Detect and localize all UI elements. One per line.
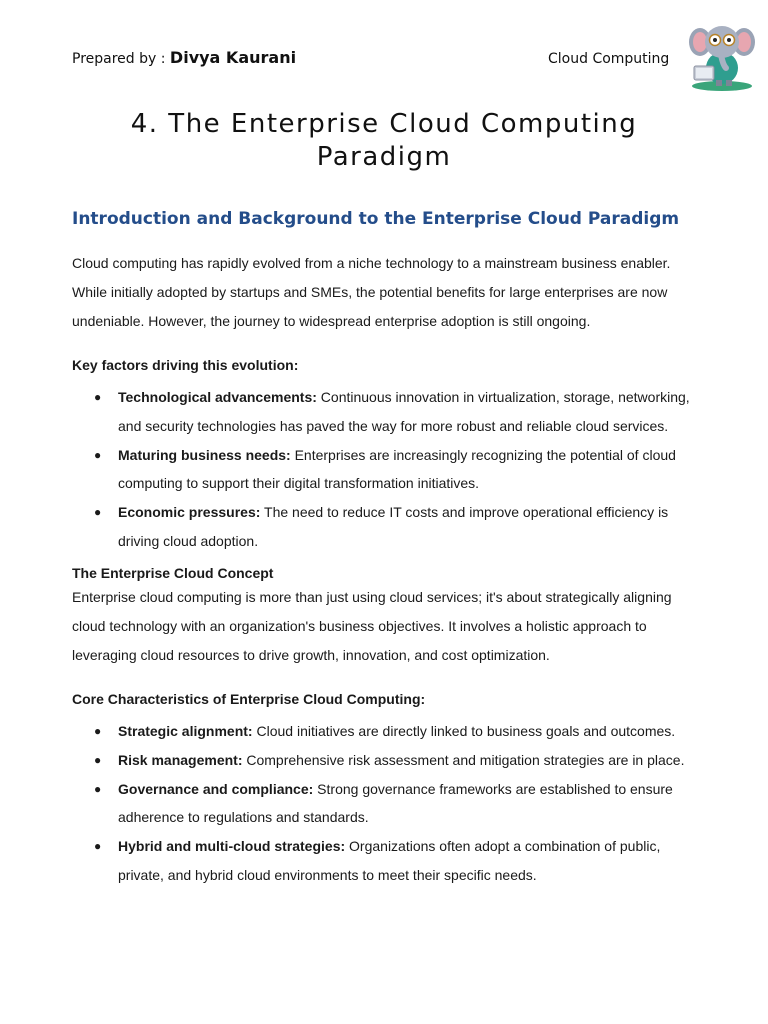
bullet-icon: ●	[94, 839, 102, 854]
list-item	[72, 498, 692, 556]
item-text: Cloud initiatives are directly linked to business goals and outcomes.	[252, 723, 676, 739]
item-label: Hybrid and multi-cloud strategies:	[118, 838, 346, 855]
bullet-icon: ●	[94, 724, 102, 738]
concept-heading: The Enterprise Cloud Concept	[72, 565, 274, 581]
bullet-icon: ●	[94, 781, 102, 796]
intro-paragraph: Cloud computing has rapidly evolved from a niche technology to a mainstream business enabler. While initially adopted by startups and SMEs, the potential benefits for large enterprises are now undeniable. However, the journey to widespread enterprise adoption is still ongoing.	[72, 255, 671, 329]
course-name: Cloud Computing	[548, 51, 670, 67]
item-label: Governance and compliance:	[118, 780, 314, 797]
key-factors-list	[72, 383, 692, 556]
prepared-by-line	[72, 48, 296, 67]
item-text: Strong governance frameworks are established to ensure adherence to regulations and standards.	[118, 780, 673, 826]
bullet-icon: ●	[94, 390, 102, 404]
list-item	[72, 775, 692, 833]
list-item	[72, 832, 692, 890]
core-characteristics-list	[72, 717, 692, 890]
key-factors-heading: Key factors driving this evolution:	[72, 357, 299, 373]
author-name: Divya Kaurani	[169, 48, 297, 67]
item-label: Technological advancements:	[118, 389, 317, 405]
item-text: Continuous innovation in virtualization, storage, networking, and security technologies has paved the way for more robust and reliable cloud services.	[118, 389, 690, 434]
title-line-2: Paradigm	[316, 142, 452, 172]
item-text: Comprehensive risk assessment and mitigation strategies are in place.	[242, 751, 685, 768]
bullet-icon: ●	[94, 447, 102, 462]
document-title	[72, 108, 696, 174]
item-label: Strategic alignment:	[118, 723, 253, 739]
core-characteristics-heading: Core Characteristics of Enterprise Cloud Computing:	[72, 691, 426, 707]
section-heading: Introduction and Background to the Enterprise Cloud Paradigm	[72, 209, 680, 229]
item-label: Maturing business needs:	[118, 446, 291, 463]
title-line-1: 4. The Enterprise Cloud Computing	[130, 109, 638, 139]
bullet-icon: ●	[94, 505, 102, 520]
item-label: Risk management:	[118, 751, 243, 768]
list-item	[72, 717, 692, 746]
item-text: The need to reduce IT costs and improve operational efficiency is driving cloud adoption.	[118, 504, 669, 549]
list-item	[72, 383, 692, 441]
concept-paragraph: Enterprise cloud computing is more than just using cloud services; it's about strategically aligning cloud technology with an organization's business objectives. It involves a holistic approach to leveraging cloud resources to drive growth, innovation, and cost optimization.	[72, 589, 672, 663]
item-text: Organizations often adopt a combination of public, private, and hybrid cloud environments to meet their specific needs.	[118, 838, 661, 883]
list-item	[72, 746, 692, 775]
item-label: Economic pressures:	[118, 504, 261, 521]
bullet-icon: ●	[94, 752, 102, 767]
list-item	[72, 441, 692, 499]
item-text: Enterprises are increasingly recognizing the potential of cloud computing to support their digital transformation initiatives.	[118, 446, 676, 492]
prepared-by-label: Prepared by :	[72, 51, 170, 67]
elephant-with-laptop-icon	[686, 20, 758, 92]
